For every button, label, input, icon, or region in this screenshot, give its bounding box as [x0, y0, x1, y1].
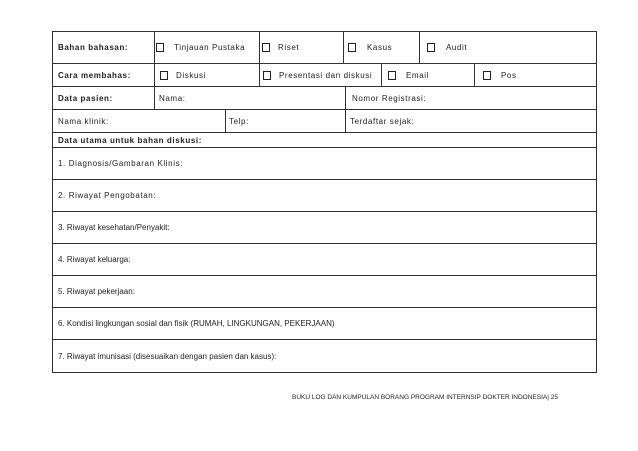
- email-checkbox[interactable]: [388, 71, 396, 80]
- nama-klinik-field[interactable]: Nama klinik:: [58, 116, 109, 126]
- kondisi-lingkungan-label: 6. Kondisi lingkungan sosial dan fisik (RUMAH, LINGKUNGAN, PEKERJAAN): [58, 319, 335, 328]
- riset-option: Riset: [278, 43, 300, 52]
- kasus-checkbox[interactable]: [348, 43, 356, 52]
- riwayat-imunisasi-row[interactable]: [53, 340, 596, 372]
- pos-checkbox[interactable]: [483, 71, 491, 80]
- riwayat-pengobatan-row[interactable]: [53, 180, 596, 212]
- riwayat-kesehatan-row[interactable]: [53, 212, 596, 244]
- riwayat-keluarga-row[interactable]: [53, 244, 596, 276]
- cara-membahas-label: Cara membahas:: [58, 70, 131, 80]
- diagnosis-row[interactable]: [53, 148, 596, 180]
- diskusi-option: Diskusi: [176, 70, 206, 80]
- riwayat-pekerjaan-label: 5. Riwayat pekerjaan:: [58, 287, 135, 296]
- diskusi-checkbox[interactable]: [160, 71, 168, 80]
- audit-checkbox[interactable]: [427, 43, 435, 52]
- riwayat-pekerjaan-row[interactable]: [53, 276, 596, 308]
- data-pasien-row: [53, 87, 596, 110]
- diagnosis-label: 1. Diagnosis/Gambaran Klinis:: [58, 159, 184, 168]
- presentasi-option: Presentasi dan diskusi: [279, 70, 373, 80]
- pos-option: Pos: [501, 70, 517, 80]
- telp-field[interactable]: Telp:: [229, 116, 249, 126]
- tinjauan-pustaka-option: Tinjauan Pustaka: [174, 43, 246, 52]
- kondisi-lingkungan-row[interactable]: [53, 308, 596, 340]
- terdaftar-sejak-field[interactable]: Terdaftar sejak:: [350, 116, 415, 126]
- email-option: Email: [406, 70, 430, 80]
- riset-checkbox[interactable]: [262, 43, 270, 52]
- riwayat-keluarga-label: 4. Riwayat keluarga:: [58, 255, 131, 264]
- nama-field[interactable]: Nama:: [159, 93, 186, 103]
- bahan-bahasan-label: Bahan bahasan:: [58, 43, 129, 52]
- tinjauan-pustaka-checkbox[interactable]: [156, 43, 164, 52]
- presentasi-checkbox[interactable]: [263, 71, 271, 80]
- klinik-row: [53, 110, 596, 133]
- bahan-bahasan-row: [53, 32, 596, 64]
- audit-option: Audit: [446, 43, 468, 52]
- riwayat-imunisasi-label: 7. Riwayat imunisasi (disesuaikan dengan pasien dan kasus):: [58, 351, 277, 361]
- portfolio-form: [52, 31, 597, 373]
- data-utama-heading: Data utama untuk bahan diskusi:: [58, 135, 202, 145]
- kasus-option: Kasus: [367, 43, 393, 52]
- data-utama-row: [53, 133, 596, 148]
- data-pasien-label: Data pasien:: [58, 93, 113, 103]
- riwayat-kesehatan-label: 3. Riwayat kesehatan/Penyakit:: [58, 223, 170, 232]
- cara-membahas-row: [53, 64, 596, 87]
- riwayat-pengobatan-label: 2. Riwayat Pengobatan:: [58, 191, 157, 200]
- nomor-registrasi-field[interactable]: Nomor Registrasi:: [352, 93, 427, 103]
- page-footer: BUKU LOG DAN KUMPULAN BORANG PROGRAM INTERNSIP DOKTER INDONESIA| 25: [292, 394, 558, 401]
